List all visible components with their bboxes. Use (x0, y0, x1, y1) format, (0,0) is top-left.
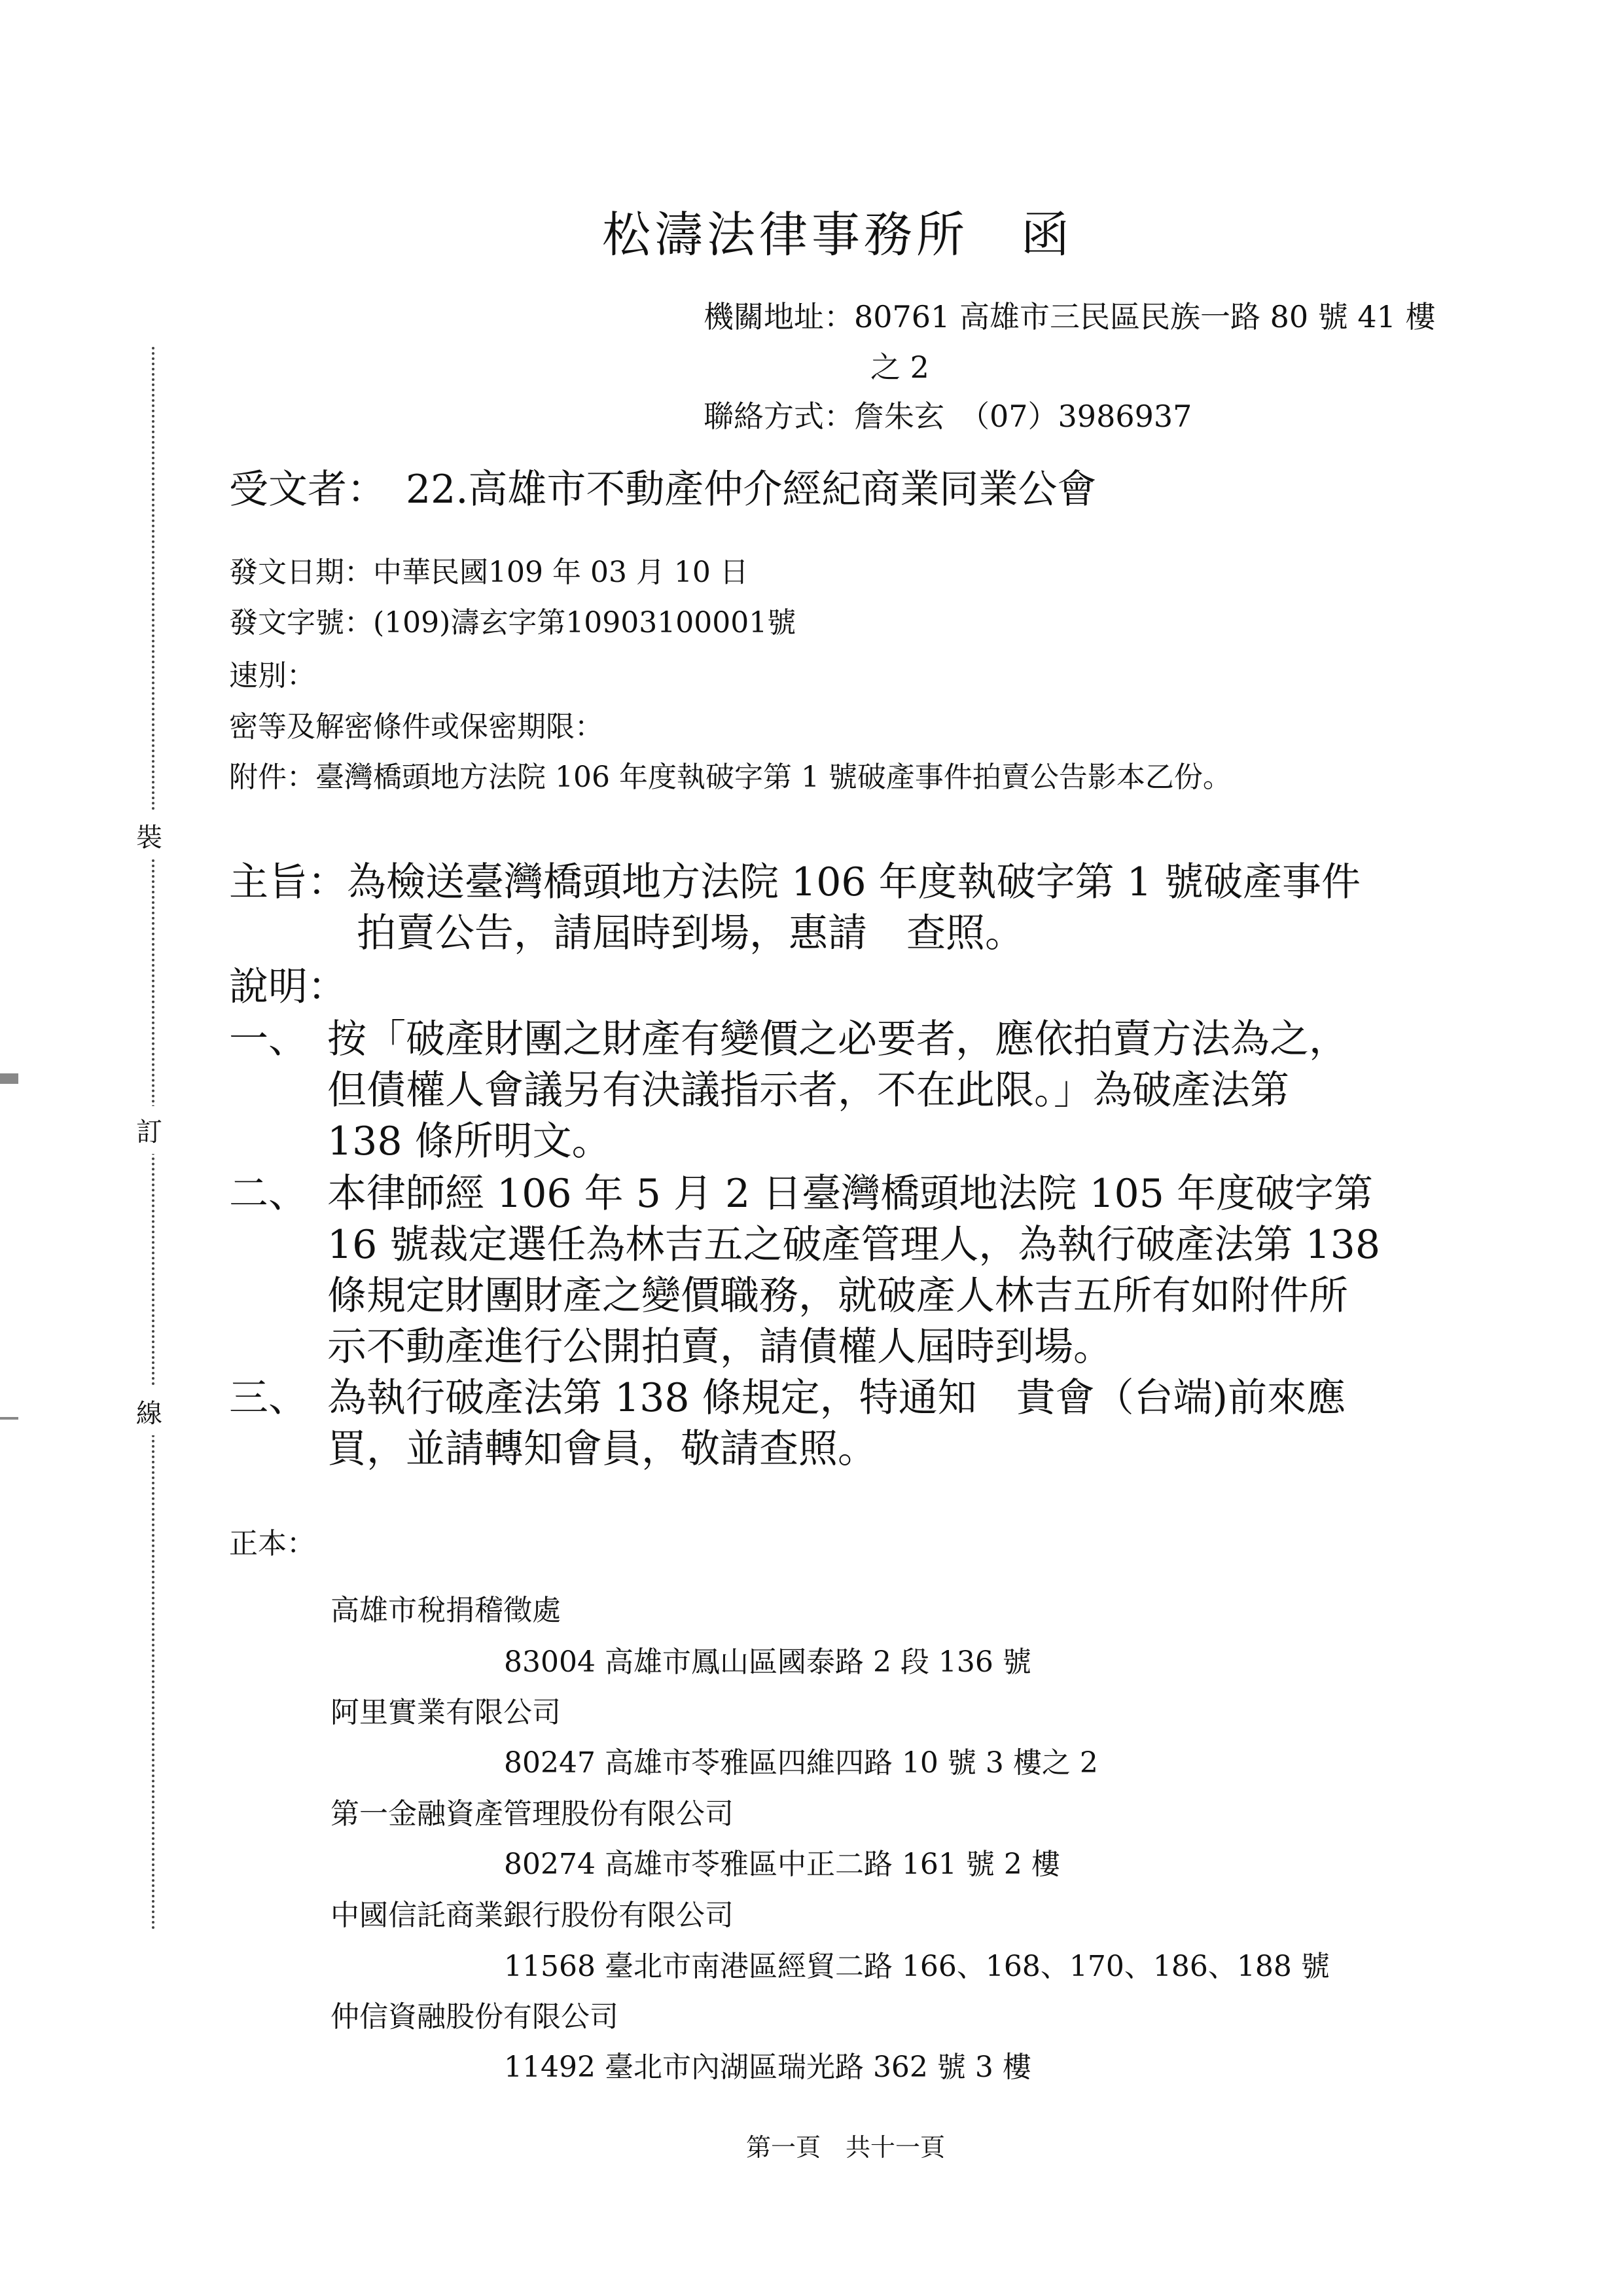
copy-recipient-name: 阿里實業有限公司 (330, 1696, 561, 1729)
subject-line2: 拍賣公告，請屆時到場，惠請 查照。 (357, 910, 1024, 956)
item-marker: 二、 (229, 1171, 308, 1217)
scan-edge-mark (0, 1073, 18, 1084)
page-number: 第一頁 共十一頁 (746, 2133, 946, 2162)
item-line: 本律師經 106 年 5 月 2 日臺灣橋頭地法院 105 年度破字第 (327, 1171, 1373, 1217)
speed-classification: 速別： (229, 659, 315, 692)
secrecy-classification: 密等及解密條件或保密期限： (229, 710, 603, 744)
attachment: 附件：臺灣橋頭地方法院 106 年度執破字第 1 號破產事件拍賣公告影本乙份。 (229, 761, 1232, 794)
agency-address-line1: 機關地址：80761 高雄市三民區民族一路 80 號 41 樓 (704, 299, 1436, 334)
copy-recipient-name: 高雄市稅捐稽徵處 (330, 1594, 561, 1627)
scan-edge-mark (0, 1417, 18, 1420)
item-marker: 一、 (229, 1016, 308, 1062)
binding-mark-xian: 線 (136, 1388, 162, 1435)
copies-heading: 正本： (229, 1527, 315, 1560)
copy-recipient-address: 83004 高雄市鳳山區國泰路 2 段 136 號 (504, 1645, 1031, 1679)
item-line: 買，並請轉知會員，敬請查照。 (327, 1426, 877, 1472)
agency-address-line2: 之 2 (870, 350, 929, 385)
item-line: 但債權人會議另有決議指示者，不在此限。」為破產法第 (327, 1067, 1289, 1113)
item-line: 條規定財團財產之變價職務，就破產人林吉五所有如附件所 (327, 1273, 1348, 1319)
binding-mark-ding: 訂 (136, 1106, 162, 1154)
item-marker: 三、 (229, 1375, 308, 1421)
item-line: 為執行破產法第 138 條規定，特通知 貴會（台端)前來應 (327, 1375, 1346, 1421)
copy-recipient-address: 80247 高雄市苓雅區四維四路 10 號 3 樓之 2 (504, 1746, 1098, 1780)
copy-recipient-address: 11492 臺北市內湖區瑞光路 362 號 3 樓 (504, 2051, 1031, 2084)
binding-mark-zhuang: 裝 (136, 812, 162, 859)
subject-line1: 主旨：為檢送臺灣橋頭地方法院 106 年度執破字第 1 號破產事件 (229, 859, 1361, 905)
copy-recipient-name: 中國信託商業銀行股份有限公司 (330, 1899, 734, 1932)
contact-info: 聯絡方式：詹朱玄 （07）3986937 (704, 399, 1192, 434)
copy-recipient-name: 第一金融資產管理股份有限公司 (330, 1797, 734, 1831)
item-line: 16 號裁定選任為林吉五之破產管理人，為執行破產法第 138 (327, 1222, 1381, 1268)
recipient: 受文者： 22.高雄市不動產仲介經紀商業同業公會 (229, 467, 1097, 512)
document-title: 松濤法律事務所 函 (602, 207, 1073, 263)
item-line: 138 條所明文。 (327, 1119, 611, 1164)
copy-recipient-name: 仲信資融股份有限公司 (330, 2000, 618, 2034)
copy-recipient-address: 80274 高雄市苓雅區中正二路 161 號 2 樓 (504, 1848, 1060, 1881)
explanation-heading: 說明： (229, 964, 347, 1010)
copy-recipient-address: 11568 臺北市南港區經貿二路 166、168、170、186、188 號 (504, 1950, 1330, 1983)
item-line: 示不動產進行公開拍賣，請債權人屆時到場。 (327, 1324, 1113, 1370)
reference-number: 發文字號：(109)濤玄字第10903100001號 (229, 606, 796, 639)
issue-date: 發文日期：中華民國109 年 03 月 10 日 (229, 556, 749, 589)
item-line: 按「破產財團之財產有變價之必要者，應依拍賣方法為之， (327, 1016, 1348, 1062)
